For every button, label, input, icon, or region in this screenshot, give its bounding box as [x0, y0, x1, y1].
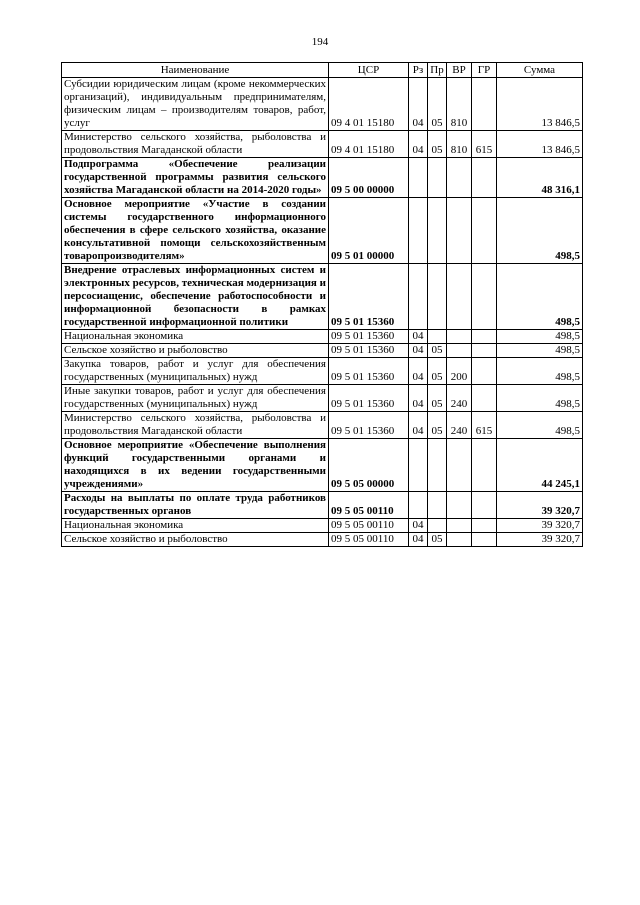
table-row: [62, 78, 583, 131]
cell-csr: 09 5 05 00110: [329, 519, 409, 533]
cell-rz: 04: [409, 519, 428, 533]
table-header-row: [62, 63, 583, 78]
cell-gr: [472, 198, 497, 264]
cell-sum: 39 320,7: [497, 519, 583, 533]
table-row: [62, 358, 583, 385]
cell-sum: 498,5: [497, 358, 583, 385]
cell-vr: 810: [447, 131, 472, 158]
cell-name: Подпрограмма «Обеспечение реализации государственной программы развития сельского хозяйства Магаданской области на 2014-2020 годы»: [62, 158, 329, 198]
cell-csr: 09 5 01 15360: [329, 412, 409, 439]
cell-gr: 615: [472, 131, 497, 158]
cell-rz: 04: [409, 412, 428, 439]
cell-gr: [472, 533, 497, 547]
table-row: [62, 344, 583, 358]
cell-vr: [447, 330, 472, 344]
cell-sum: 498,5: [497, 198, 583, 264]
header-csr: ЦСР: [329, 63, 409, 78]
cell-pr: [428, 330, 447, 344]
cell-pr: [428, 158, 447, 198]
cell-gr: [472, 344, 497, 358]
cell-name: Основное мероприятие «Обеспечение выполнения функций государственными органами и находящихся в их ведении государственными учреждениями»: [62, 439, 329, 492]
table-row: [62, 158, 583, 198]
cell-vr: [447, 492, 472, 519]
cell-vr: [447, 519, 472, 533]
cell-gr: 615: [472, 412, 497, 439]
cell-rz: [409, 198, 428, 264]
table-row: [62, 385, 583, 412]
cell-rz: 04: [409, 131, 428, 158]
cell-pr: 05: [428, 344, 447, 358]
cell-name: Основное мероприятие «Участие в создании системы государственного информационного обеспечения в сфере сельского хозяйства, оказание консультативной помощи сельскохозяйственным товаропроизводителям»: [62, 198, 329, 264]
page-number: 194: [311, 36, 329, 48]
cell-pr: [428, 264, 447, 330]
cell-csr: 09 5 00 00000: [329, 158, 409, 198]
cell-sum: 13 846,5: [497, 78, 583, 131]
table-body: [62, 78, 583, 547]
cell-vr: 200: [447, 358, 472, 385]
cell-pr: 05: [428, 385, 447, 412]
cell-gr: [472, 330, 497, 344]
cell-sum: 39 320,7: [497, 533, 583, 547]
cell-pr: 05: [428, 78, 447, 131]
cell-gr: [472, 439, 497, 492]
cell-rz: 04: [409, 78, 428, 131]
cell-csr: 09 5 05 00000: [329, 439, 409, 492]
cell-name: Сельское хозяйство и рыболовство: [62, 533, 329, 547]
cell-csr: 09 4 01 15180: [329, 78, 409, 131]
cell-name: Закупка товаров, работ и услуг для обеспечения государственных (муниципальных) нужд: [62, 358, 329, 385]
cell-gr: [472, 264, 497, 330]
cell-rz: 04: [409, 344, 428, 358]
cell-name: Иные закупки товаров, работ и услуг для обеспечения государственных (муниципальных) нужд: [62, 385, 329, 412]
cell-name: Министерство сельского хозяйства, рыболовства и продовольствия Магаданской области: [62, 131, 329, 158]
cell-sum: 39 320,7: [497, 492, 583, 519]
cell-name: Национальная экономика: [62, 330, 329, 344]
cell-name: Министерство сельского хозяйства, рыболовства и продовольствия Магаданской области: [62, 412, 329, 439]
table-row: [62, 330, 583, 344]
cell-pr: [428, 198, 447, 264]
cell-vr: 810: [447, 78, 472, 131]
cell-csr: 09 5 01 15360: [329, 344, 409, 358]
cell-rz: 04: [409, 385, 428, 412]
cell-gr: [472, 519, 497, 533]
cell-pr: 05: [428, 533, 447, 547]
table-row: [62, 264, 583, 330]
header-vr: ВР: [447, 63, 472, 78]
cell-vr: [447, 533, 472, 547]
header-pr: Пр: [428, 63, 447, 78]
cell-pr: 05: [428, 358, 447, 385]
cell-gr: [472, 158, 497, 198]
cell-gr: [472, 492, 497, 519]
cell-sum: 498,5: [497, 264, 583, 330]
cell-rz: 04: [409, 533, 428, 547]
cell-gr: [472, 385, 497, 412]
cell-vr: [447, 264, 472, 330]
budget-table: [61, 62, 583, 547]
cell-pr: [428, 492, 447, 519]
cell-rz: 04: [409, 330, 428, 344]
cell-pr: [428, 519, 447, 533]
table-row: [62, 492, 583, 519]
cell-gr: [472, 358, 497, 385]
header-gr: ГР: [472, 63, 497, 78]
table-row: [62, 439, 583, 492]
header-rz: Рз: [409, 63, 428, 78]
cell-name: Субсидии юридическим лицам (кроме некоммерческих организаций), индивидуальным предпринимателям, физическим лицам – производителям товаров, работ, услуг: [62, 78, 329, 131]
cell-sum: 498,5: [497, 330, 583, 344]
table-row: [62, 519, 583, 533]
cell-rz: 04: [409, 358, 428, 385]
cell-csr: 09 5 05 00110: [329, 492, 409, 519]
cell-csr: 09 4 01 15180: [329, 131, 409, 158]
cell-sum: 498,5: [497, 385, 583, 412]
cell-vr: [447, 158, 472, 198]
table-row: [62, 131, 583, 158]
cell-sum: 13 846,5: [497, 131, 583, 158]
cell-pr: 05: [428, 131, 447, 158]
cell-vr: 240: [447, 385, 472, 412]
cell-name: Расходы на выплаты по оплате труда работников государственных органов: [62, 492, 329, 519]
cell-rz: [409, 264, 428, 330]
cell-csr: 09 5 01 15360: [329, 385, 409, 412]
cell-pr: 05: [428, 412, 447, 439]
table-row: [62, 533, 583, 547]
cell-sum: 498,5: [497, 412, 583, 439]
header-sum: Сумма: [497, 63, 583, 78]
cell-csr: 09 5 01 15360: [329, 264, 409, 330]
cell-name: Национальная экономика: [62, 519, 329, 533]
cell-sum: 48 316,1: [497, 158, 583, 198]
table-row: [62, 198, 583, 264]
cell-pr: [428, 439, 447, 492]
header-name: Наименование: [62, 63, 329, 78]
cell-name: Сельское хозяйство и рыболовство: [62, 344, 329, 358]
cell-vr: [447, 344, 472, 358]
cell-vr: 240: [447, 412, 472, 439]
cell-sum: 44 245,1: [497, 439, 583, 492]
cell-vr: [447, 198, 472, 264]
cell-csr: 09 5 01 15360: [329, 358, 409, 385]
cell-vr: [447, 439, 472, 492]
cell-csr: 09 5 01 15360: [329, 330, 409, 344]
cell-rz: [409, 492, 428, 519]
cell-rz: [409, 439, 428, 492]
cell-rz: [409, 158, 428, 198]
cell-csr: 09 5 05 00110: [329, 533, 409, 547]
cell-name: Внедрение отраслевых информационных систем и электронных ресурсов, техническая модернизация и персосиащенис, обеспечение работоспособности и информационной безопасности в рамках государственной информационной политики: [62, 264, 329, 330]
cell-sum: 498,5: [497, 344, 583, 358]
cell-gr: [472, 78, 497, 131]
cell-csr: 09 5 01 00000: [329, 198, 409, 264]
table-row: [62, 412, 583, 439]
